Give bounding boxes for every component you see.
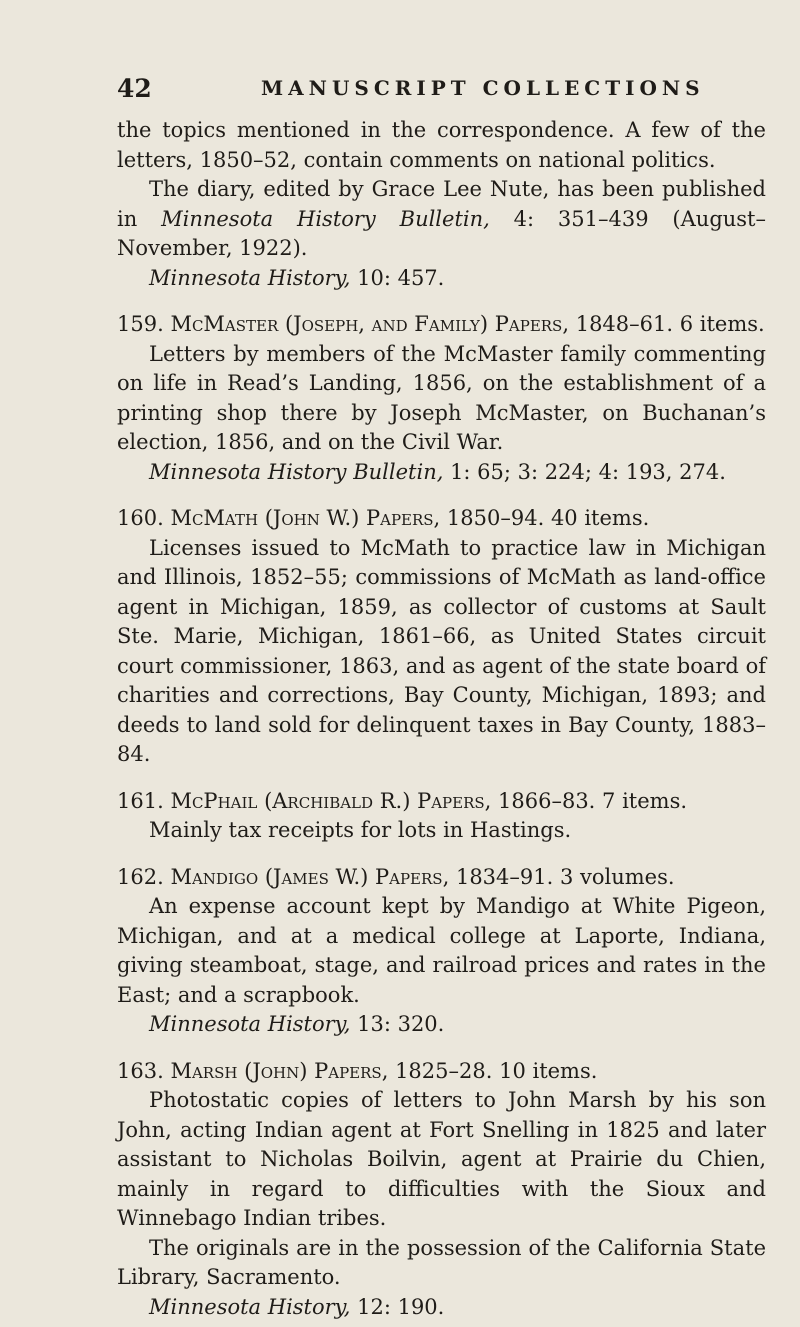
- entry-dates: 1825–28. 10 items.: [395, 1058, 598, 1083]
- entry-heading: [117, 1057, 766, 1087]
- entry-name: McMaster: [170, 312, 279, 336]
- entry-reference: [117, 458, 766, 488]
- entry-name: McMath: [170, 506, 259, 530]
- entry-dates: 1848–61. 6 items.: [575, 312, 765, 336]
- body-text: [117, 116, 766, 1322]
- continuation-reference: [117, 264, 766, 294]
- running-title: MANUSCRIPT COLLECTIONS: [261, 76, 705, 100]
- entry-heading: [117, 863, 766, 893]
- reference-citation: 12: 190.: [350, 1294, 445, 1319]
- entry-dates: 1850–94. 40 items.: [446, 506, 650, 530]
- entry-number: 159.: [117, 312, 164, 336]
- entry-name-rest: (John W.) Papers,: [264, 506, 441, 530]
- continuation-paragraph: the topics mentioned in the correspondence. A few of the letters, 1850–52, contain comments on national politics.: [117, 118, 766, 172]
- page-number: 42: [117, 74, 152, 103]
- continuation-note: [117, 175, 766, 264]
- reference-journal: Minnesota History,: [149, 1012, 351, 1036]
- entry-name-rest: (James W.) Papers,: [264, 864, 450, 889]
- reference-citation: 10: 457.: [350, 265, 445, 290]
- entry-name-rest: (John) Papers,: [244, 1058, 389, 1083]
- reference-journal: Minnesota History Bulletin,: [149, 459, 444, 484]
- entry-dates: 1834–91. 3 volumes.: [455, 864, 675, 889]
- entry-heading: [117, 787, 766, 817]
- entry-163: [117, 1057, 766, 1323]
- entry-name: Mandigo: [170, 864, 259, 889]
- note-suffix: 4: 351–439 (August–November, 1922).: [117, 206, 766, 260]
- entry-description: Licenses issued to McMath to practice law in Michigan and Illinois, 1852–55; commissions of McMath as land-office agent in Michigan, 1859, as collector of customs at Sault Ste. Marie, Michigan, 1861–66, as United States circuit court commissioner, 1863, and as agent of the state board of charities and corrections, Bay County, Michigan, 1893; and deeds to land sold for delinquent taxes in Bay County, 1883–84.: [117, 535, 766, 766]
- note-journal: Minnesota History Bulletin,: [161, 206, 490, 231]
- entry-description-2: The originals are in the possession of the California State Library, Sacramento.: [117, 1235, 766, 1289]
- entry-description: An expense account kept by Mandigo at White Pigeon, Michigan, and at a medical college at Laporte, Indiana, giving steamboat, stage, and railroad prices and rates in the East; and a scrapbook.: [117, 894, 766, 1007]
- entry-reference: [117, 1293, 766, 1323]
- entry-name: Marsh: [170, 1058, 238, 1083]
- entry-number: 162.: [117, 864, 164, 889]
- entry-description: Photostatic copies of letters to John Marsh by his son John, acting Indian agent at Fort Snelling in 1825 and later assistant to Nicholas Boilvin, agent at Prairie du Chien, mainly in regard to difficulties with the Sioux and Winnebago Indian tribes.: [117, 1088, 766, 1230]
- entry-name-rest: (Joseph, and Family) Papers,: [284, 312, 570, 336]
- entry-162: [117, 863, 766, 1040]
- entry-heading: [117, 310, 766, 340]
- running-head: [117, 74, 766, 104]
- entry-heading: [117, 504, 766, 534]
- entry-161: [117, 787, 766, 846]
- entry-description: Mainly tax receipts for lots in Hastings.: [149, 818, 572, 842]
- reference-citation: 1: 65; 3: 224; 4: 193, 274.: [443, 459, 726, 484]
- entry-name: McPhail: [170, 788, 258, 813]
- entry-number: 161.: [117, 788, 164, 813]
- note-prefix: The diary, edited by Grace Lee Nute, has been published in: [117, 177, 766, 231]
- entry-number: 163.: [117, 1058, 164, 1083]
- reference-citation: 13: 320.: [350, 1012, 445, 1036]
- entry-dates: 1866–83. 7 items.: [498, 788, 688, 813]
- reference-journal: Minnesota History,: [149, 1294, 351, 1319]
- reference-journal: Minnesota History,: [149, 265, 351, 290]
- entry-159: [117, 310, 766, 487]
- entry-number: 160.: [117, 506, 164, 530]
- entry-name-rest: (Archibald R.) Papers,: [264, 788, 492, 813]
- entry-160: [117, 504, 766, 770]
- entry-reference: [117, 1010, 766, 1040]
- entry-description: Letters by members of the McMaster family commenting on life in Read’s Landing, 1856, on the establishment of a printing shop there by Joseph McMaster, on Buchanan’s election, 1856, and on the Civil War.: [117, 341, 766, 454]
